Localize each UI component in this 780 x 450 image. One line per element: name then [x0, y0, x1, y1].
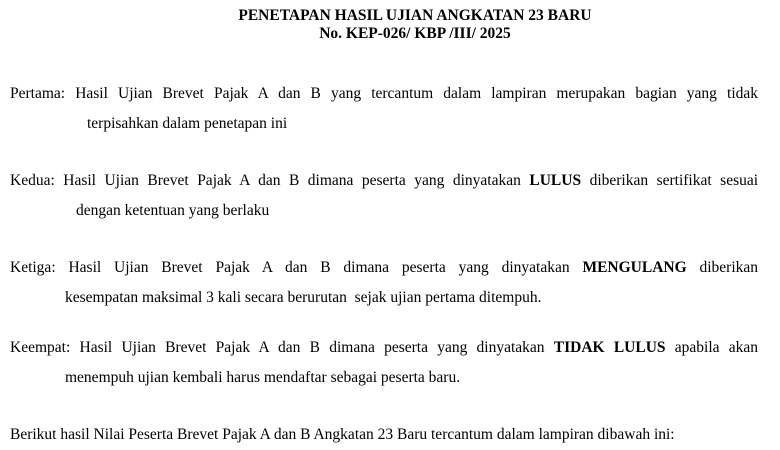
clause-label: Keempat: — [10, 339, 71, 356]
status-tidak-lulus: TIDAK LULUS — [553, 339, 666, 356]
clause-text: Hasil Ujian Brevet Pajak A dan B dimana peserta yang dinyatakan — [63, 172, 521, 189]
document-number: No. KEP-026/ KBP /III/ 2025 — [319, 25, 511, 42]
clause-pertama — [10, 85, 758, 133]
clause-text: diberikan sertifikat sesuai — [589, 172, 759, 189]
clause-text: apabila akan — [674, 339, 759, 356]
clause-text: Hasil Ujian Brevet Pajak A dan B dimana peserta yang dinyatakan — [79, 339, 545, 356]
clause-ketiga — [10, 259, 758, 307]
closing-text: Berikut hasil Nilai Peserta Brevet Pajak A dan B Angkatan 23 Baru tercantum dalam lampiran dibawah ini: — [10, 426, 675, 443]
clause-keempat-line1 — [10, 339, 758, 357]
clause-keempat — [10, 339, 758, 387]
clause-kedua-line1 — [10, 172, 758, 190]
clause-pertama-line2: terpisahkan dalam penetapan ini — [87, 115, 288, 132]
clause-keempat-line2: menempuh ujian kembali harus mendaftar sebagai peserta baru. — [65, 369, 461, 386]
clause-text: diberikan — [699, 259, 759, 276]
clause-text: Hasil Ujian Brevet Pajak A dan B dimana peserta yang dinyatakan — [68, 259, 570, 276]
clause-kedua-line2: dengan ketentuan yang berlaku — [76, 202, 270, 219]
status-mengulang: MENGULANG — [582, 259, 687, 276]
clause-pertama-line1 — [10, 85, 758, 103]
clause-ketiga-line2: kesempatan maksimal 3 kali secara berurutan sejak ujian pertama ditempuh. — [65, 289, 542, 306]
clause-label: Kedua: — [10, 172, 55, 189]
clause-kedua — [10, 172, 758, 220]
closing-statement — [10, 426, 758, 444]
clause-text: Hasil Ujian Brevet Pajak A dan B yang tercantum dalam lampiran merupakan bagian yang tidak — [75, 85, 759, 102]
status-lulus: LULUS — [529, 172, 582, 189]
clause-ketiga-line1 — [10, 259, 758, 277]
document-title: PENETAPAN HASIL UJIAN ANGKATAN 23 BARU — [238, 7, 592, 24]
clause-label: Ketiga: — [10, 259, 56, 276]
clause-label: Pertama: — [10, 85, 66, 102]
